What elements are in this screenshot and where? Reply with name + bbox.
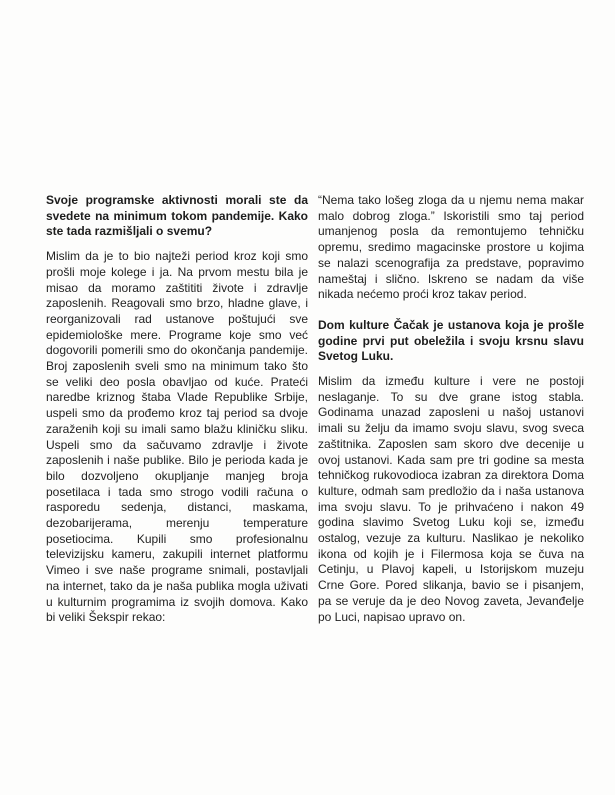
interview-answer-pandemic: Mislim da je to bio najteži period kroz koji smo prošli moje kolege i ja. Na prvom mestu bila je misao da moramo zaštititi živote i zdravlje zaposlenih. Reagovali smo brzo, hladne glave, i reorganizovali rad ustanove poštujući sve epidemiološke mere. Programe koje smo već dogovorili pomerili smo do okončanja pandemije. Broj zaposlenih sveli smo na minimum tako što se veliki deo posla obavljao od kuće. Prateći naredbe kriznog štaba Vlade Republike Srbije, uspeli smo da prođemo kroz taj period sa dvoje zaraženih koji su imali samo blažu kliničku sliku. Uspeli smo da sačuvamo zdravlje i živote zaposlenih i naše publike. Bilo je perioda kada je bilo dozvoljeno okupljanje manjeg broja posetilaca i tada smo strogo vodili računa o rasporedu sedenja, distanci, maskama, dezobarijerama, merenju temperature posetiocima. Kupili smo profesionalnu televizijsku kameru, zakupili internet platformu Vimeo i sve naše programe snimali, postavljali na internet, tako da je naša publika mogla uživati u kulturnim programima iz svojih domova. Kako bi veliki Šekspir rekao: — [46, 249, 308, 625]
left-column — [46, 193, 308, 635]
interview-answer-patron-saint: Mislim da između kulture i vere ne postoji neslaganje. To su dve grane istog stabla. Godinama unazad zaposleni u našoj ustanovi imali su želju da imamo svoju slavu, svog sveca zaštitnika. Zaposlen sam skoro dve decenije u ovoj ustanovi. Kada sam pre tri godine sa mesta tehničkog rukovodioca izabran za direktora Doma kulture, odmah sam predložio da i naša ustanova ima svoju slavu. To je prihvaćeno i nakon 49 godina slavimo Svetog Luku koji se, između ostalog, vezuje za kulturu. Naslikao je nekoliko ikona od kojih je i Filermosa koja se čuva na Cetinju, u Plavoj kapeli, u Istorijskom muzeju Crne Gore. Pored slikanja, bavio se i pisanjem, pa se veruje da je deo Novog zaveta, Jevanđelje po Luci, napisao upravo on. — [318, 374, 584, 624]
interview-question-pandemic: Svoje programske aktivnosti morali ste da svedete na minimum tokom pandemije. Kako ste tada razmišljali o svemu? — [46, 193, 308, 239]
right-column — [318, 193, 584, 634]
interview-question-patron-saint: Dom kulture Čačak je ustanova koja je prošle godine prvi put obeležila i svoju krsnu slavu Svetog Luku. — [318, 317, 584, 364]
interview-answer-pandemic-continued: “Nema tako lošeg zloga da u njemu nema makar malo dobrog zloga.” Iskoristili smo taj period umanjenog posla da remontujemo tehničku opremu, sredimo magacinske prostore u kojima se nalazi scenografija za predstave, popravimo nameštaj i slično. Iskreno se nadam da više nikada nećemo proći kroz takav period. — [318, 193, 584, 302]
